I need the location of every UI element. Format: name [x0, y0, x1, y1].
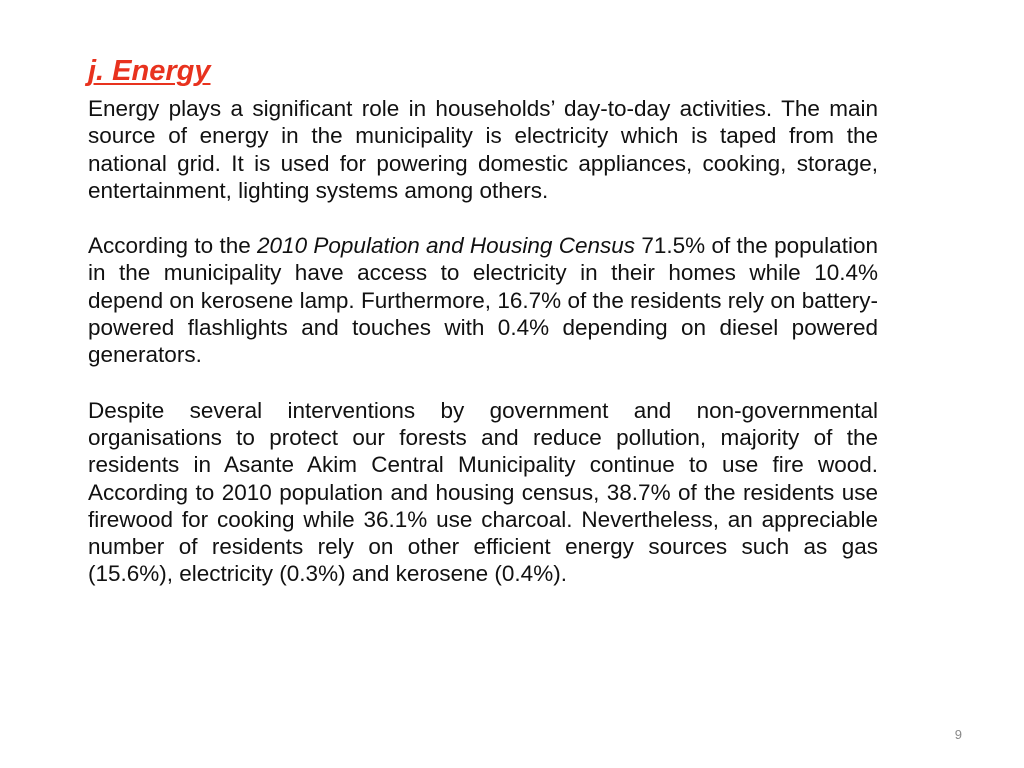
- section-heading: j. Energy: [88, 55, 211, 87]
- paragraph-energy-role: Energy plays a significant role in households’ day-to-day activities. The main source of energy in the municipality is electricity which is taped from the national grid. It is used for powering domestic appliances, cooking, storage, entertainment, lighting systems among others.: [88, 96, 878, 203]
- paragraph-census-rest: 71.5% of the population in the municipality have access to electricity in their homes while 10.4% depend on kerosene lamp. Furthermore, 16.7% of the residents rely on battery-powered flashlights and touches with 0.4% depending on diesel powered generators.: [88, 233, 878, 368]
- slide-content: [88, 53, 878, 616]
- paragraph-cooking-fuel: Despite several interventions by government and non-governmental organisations to protect our forests and reduce pollution, majority of the residents in Asante Akim Central Municipality continue to use fire wood. According to 2010 population and housing census, 38.7% of the residents use firewood for cooking while 36.1% use charcoal. Nevertheless, an appreciable number of residents rely on other efficient energy sources such as gas (15.6%), electricity (0.3%) and kerosene (0.4%).: [88, 397, 878, 587]
- census-title: 2010 Population and Housing Census: [257, 233, 636, 259]
- paragraph-census-lead: According to the: [88, 233, 258, 259]
- page-number: 9: [954, 727, 962, 742]
- paragraph-census-electricity: [88, 232, 878, 368]
